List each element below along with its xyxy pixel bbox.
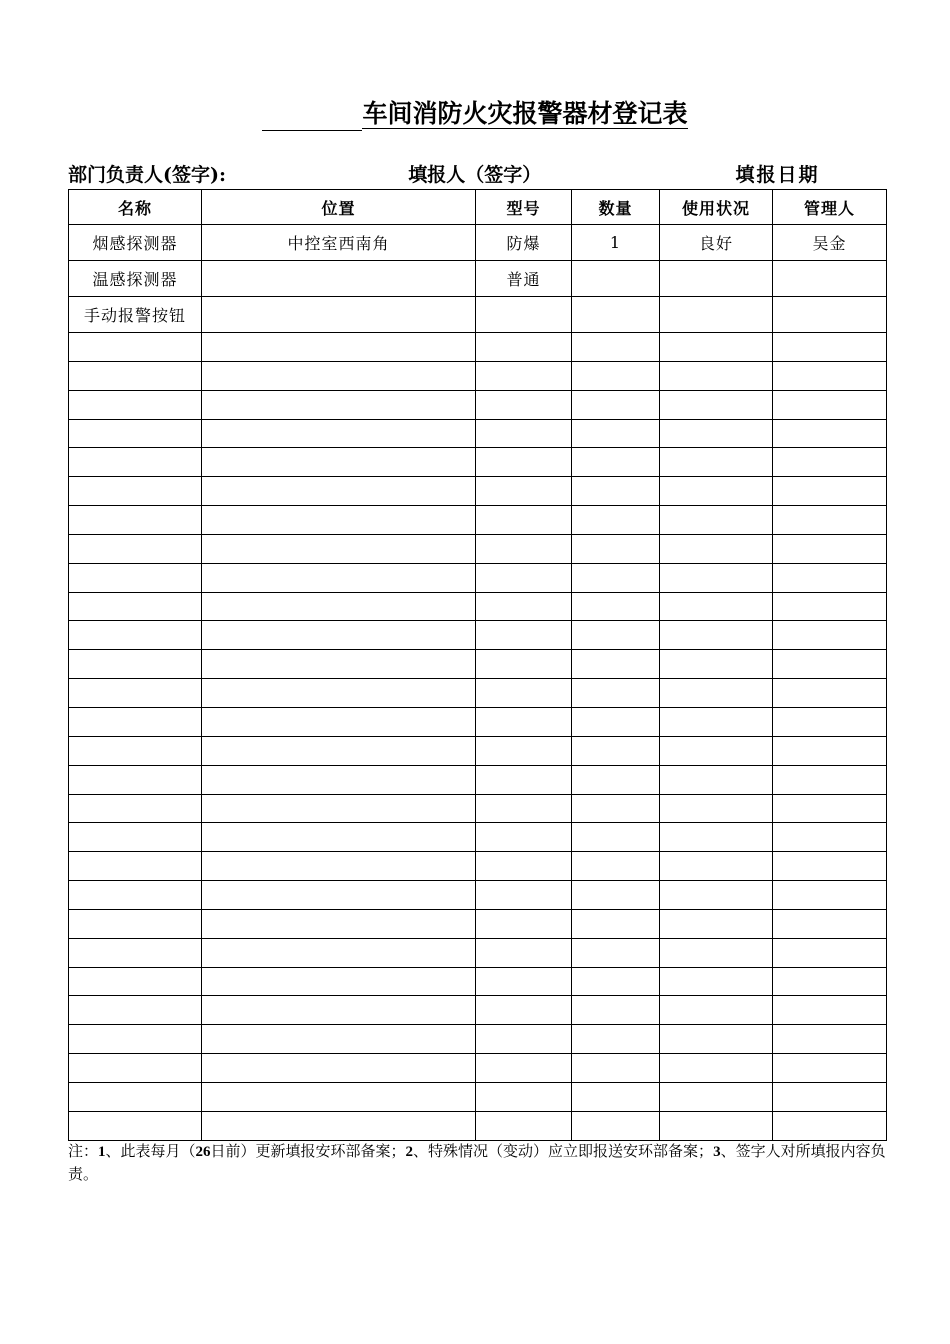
cell-model[interactable] bbox=[476, 1025, 572, 1054]
empty-table-row bbox=[69, 736, 887, 765]
dept-head-label: 部门负责人(签字): bbox=[68, 164, 226, 186]
cell-manager[interactable] bbox=[773, 909, 887, 938]
cell-manager[interactable] bbox=[773, 679, 887, 708]
cell-condition[interactable] bbox=[660, 1111, 773, 1140]
cell-name[interactable] bbox=[69, 1025, 202, 1054]
cell-location[interactable] bbox=[202, 1025, 476, 1054]
empty-table-row bbox=[69, 361, 887, 390]
cell-model[interactable] bbox=[476, 361, 572, 390]
cell-manager[interactable] bbox=[773, 297, 887, 333]
cell-condition[interactable] bbox=[660, 1054, 773, 1083]
cell-location[interactable]: 中控室西南角 bbox=[202, 225, 476, 261]
cell-model[interactable] bbox=[476, 679, 572, 708]
cell-model[interactable] bbox=[476, 297, 572, 333]
cell-manager[interactable] bbox=[773, 881, 887, 910]
cell-manager[interactable] bbox=[773, 794, 887, 823]
empty-table-row bbox=[69, 419, 887, 448]
cell-quantity[interactable] bbox=[572, 650, 660, 679]
cell-condition[interactable] bbox=[660, 707, 773, 736]
cell-quantity[interactable] bbox=[572, 794, 660, 823]
cell-name[interactable] bbox=[69, 1054, 202, 1083]
cell-location[interactable] bbox=[202, 823, 476, 852]
cell-condition[interactable] bbox=[660, 621, 773, 650]
cell-manager[interactable] bbox=[773, 448, 887, 477]
empty-table-row bbox=[69, 852, 887, 881]
cell-condition[interactable] bbox=[660, 390, 773, 419]
cell-model[interactable] bbox=[476, 333, 572, 362]
cell-manager[interactable] bbox=[773, 534, 887, 563]
dept-head-signature-blank[interactable] bbox=[237, 167, 392, 190]
cell-location[interactable] bbox=[202, 650, 476, 679]
cell-condition[interactable] bbox=[660, 650, 773, 679]
cell-quantity[interactable] bbox=[572, 477, 660, 506]
cell-condition[interactable] bbox=[660, 852, 773, 881]
cell-manager[interactable] bbox=[773, 650, 887, 679]
empty-table-row bbox=[69, 1054, 887, 1083]
cell-location[interactable] bbox=[202, 707, 476, 736]
cell-model[interactable] bbox=[476, 390, 572, 419]
empty-table-row bbox=[69, 765, 887, 794]
cell-model[interactable] bbox=[476, 448, 572, 477]
cell-model[interactable] bbox=[476, 794, 572, 823]
cell-quantity[interactable] bbox=[572, 419, 660, 448]
cell-name[interactable] bbox=[69, 361, 202, 390]
cell-quantity[interactable] bbox=[572, 1025, 660, 1054]
cell-location[interactable] bbox=[202, 852, 476, 881]
cell-name[interactable] bbox=[69, 534, 202, 563]
cell-quantity[interactable] bbox=[572, 909, 660, 938]
cell-location[interactable] bbox=[202, 333, 476, 362]
empty-table-row bbox=[69, 333, 887, 362]
cell-manager[interactable] bbox=[773, 765, 887, 794]
cell-condition[interactable] bbox=[660, 938, 773, 967]
cell-name[interactable] bbox=[69, 679, 202, 708]
cell-quantity[interactable] bbox=[572, 448, 660, 477]
cell-name[interactable] bbox=[69, 650, 202, 679]
cell-model[interactable] bbox=[476, 534, 572, 563]
header-name: 名称 bbox=[69, 190, 202, 225]
cell-model[interactable] bbox=[476, 419, 572, 448]
cell-name[interactable] bbox=[69, 390, 202, 419]
cell-manager[interactable] bbox=[773, 1111, 887, 1140]
signature-line bbox=[68, 160, 898, 190]
cell-model[interactable] bbox=[476, 1054, 572, 1083]
cell-quantity[interactable] bbox=[572, 736, 660, 765]
cell-model[interactable] bbox=[476, 852, 572, 881]
cell-quantity[interactable] bbox=[572, 592, 660, 621]
cell-location[interactable] bbox=[202, 563, 476, 592]
cell-manager[interactable] bbox=[773, 361, 887, 390]
cell-location[interactable] bbox=[202, 390, 476, 419]
note-prefix: 注： bbox=[68, 1144, 99, 1160]
cell-condition[interactable] bbox=[660, 794, 773, 823]
cell-name[interactable] bbox=[69, 506, 202, 535]
cell-quantity[interactable] bbox=[572, 506, 660, 535]
cell-condition[interactable] bbox=[660, 881, 773, 910]
cell-model[interactable]: 普通 bbox=[476, 261, 572, 297]
cell-quantity[interactable] bbox=[572, 534, 660, 563]
cell-name[interactable] bbox=[69, 852, 202, 881]
cell-condition[interactable] bbox=[660, 736, 773, 765]
cell-condition[interactable] bbox=[660, 448, 773, 477]
equipment-register-table bbox=[68, 189, 887, 1141]
cell-name[interactable]: 手动报警按钮 bbox=[69, 297, 202, 333]
cell-location[interactable] bbox=[202, 794, 476, 823]
cell-condition[interactable] bbox=[660, 823, 773, 852]
table-row bbox=[69, 297, 887, 333]
cell-manager[interactable] bbox=[773, 938, 887, 967]
cell-location[interactable] bbox=[202, 1111, 476, 1140]
cell-quantity[interactable] bbox=[572, 1054, 660, 1083]
cell-location[interactable] bbox=[202, 1054, 476, 1083]
cell-name[interactable] bbox=[69, 707, 202, 736]
cell-model[interactable] bbox=[476, 477, 572, 506]
cell-location[interactable] bbox=[202, 909, 476, 938]
empty-table-row bbox=[69, 621, 887, 650]
cell-manager[interactable] bbox=[773, 1082, 887, 1111]
cell-model[interactable] bbox=[476, 506, 572, 535]
cell-condition[interactable] bbox=[660, 1025, 773, 1054]
cell-name[interactable] bbox=[69, 333, 202, 362]
cell-condition[interactable] bbox=[660, 996, 773, 1025]
cell-quantity[interactable] bbox=[572, 852, 660, 881]
cell-quantity[interactable] bbox=[572, 621, 660, 650]
header-location: 位置 bbox=[202, 190, 476, 225]
empty-table-row bbox=[69, 592, 887, 621]
cell-manager[interactable] bbox=[773, 996, 887, 1025]
cell-name[interactable] bbox=[69, 794, 202, 823]
cell-location[interactable] bbox=[202, 506, 476, 535]
cell-quantity[interactable] bbox=[572, 361, 660, 390]
date-label: 填报日期 bbox=[735, 164, 820, 186]
cell-quantity[interactable] bbox=[572, 297, 660, 333]
cell-name[interactable] bbox=[69, 736, 202, 765]
cell-quantity[interactable] bbox=[572, 390, 660, 419]
note-num-26: 26 bbox=[195, 1144, 211, 1160]
cell-condition[interactable] bbox=[660, 909, 773, 938]
note-text-1: 、此表每月（ bbox=[105, 1144, 196, 1160]
cell-condition[interactable] bbox=[660, 361, 773, 390]
table-header-row bbox=[69, 190, 887, 225]
reporter-signature-blank[interactable] bbox=[552, 167, 707, 190]
cell-condition[interactable] bbox=[660, 765, 773, 794]
note-text-3: 、特殊情况（变动）应立即报送安环部备案； bbox=[413, 1144, 714, 1160]
cell-manager[interactable] bbox=[773, 419, 887, 448]
cell-condition[interactable] bbox=[660, 297, 773, 333]
empty-table-row bbox=[69, 679, 887, 708]
cell-name[interactable] bbox=[69, 1111, 202, 1140]
header-model: 型号 bbox=[476, 190, 572, 225]
title-text: 车间消防火灾报警器材登记表 bbox=[362, 99, 688, 128]
cell-model[interactable] bbox=[476, 881, 572, 910]
cell-location[interactable] bbox=[202, 419, 476, 448]
cell-model[interactable] bbox=[476, 650, 572, 679]
cell-condition[interactable] bbox=[660, 534, 773, 563]
cell-location[interactable] bbox=[202, 736, 476, 765]
cell-location[interactable] bbox=[202, 621, 476, 650]
cell-condition[interactable] bbox=[660, 679, 773, 708]
cell-manager[interactable] bbox=[773, 592, 887, 621]
header-condition: 使用状况 bbox=[660, 190, 773, 225]
cell-manager[interactable] bbox=[773, 736, 887, 765]
note-text-2: 日前）更新填报安环部备案； bbox=[210, 1144, 406, 1160]
empty-table-row bbox=[69, 938, 887, 967]
cell-manager[interactable] bbox=[773, 1054, 887, 1083]
cell-name[interactable] bbox=[69, 621, 202, 650]
cell-model[interactable] bbox=[476, 707, 572, 736]
cell-location[interactable] bbox=[202, 592, 476, 621]
cell-name[interactable]: 烟感探测器 bbox=[69, 225, 202, 261]
cell-condition[interactable] bbox=[660, 261, 773, 297]
cell-name[interactable] bbox=[69, 419, 202, 448]
cell-model[interactable] bbox=[476, 736, 572, 765]
table-row bbox=[69, 225, 887, 261]
cell-quantity[interactable] bbox=[572, 1082, 660, 1111]
header-quantity: 数量 bbox=[572, 190, 660, 225]
empty-table-row bbox=[69, 794, 887, 823]
cell-manager[interactable] bbox=[773, 823, 887, 852]
cell-model[interactable]: 防爆 bbox=[476, 225, 572, 261]
empty-table-row bbox=[69, 1111, 887, 1140]
cell-model[interactable] bbox=[476, 938, 572, 967]
cell-quantity[interactable] bbox=[572, 823, 660, 852]
cell-name[interactable] bbox=[69, 967, 202, 996]
cell-name[interactable] bbox=[69, 823, 202, 852]
cell-model[interactable] bbox=[476, 823, 572, 852]
cell-condition[interactable] bbox=[660, 967, 773, 996]
cell-name[interactable] bbox=[69, 448, 202, 477]
cell-condition[interactable]: 良好 bbox=[660, 225, 773, 261]
cell-location[interactable] bbox=[202, 765, 476, 794]
cell-condition[interactable] bbox=[660, 563, 773, 592]
cell-name[interactable] bbox=[69, 881, 202, 910]
empty-table-row bbox=[69, 967, 887, 996]
cell-name[interactable] bbox=[69, 563, 202, 592]
empty-table-row bbox=[69, 1082, 887, 1111]
cell-quantity[interactable] bbox=[572, 881, 660, 910]
cell-quantity[interactable] bbox=[572, 707, 660, 736]
empty-table-row bbox=[69, 996, 887, 1025]
note-num-2: 2 bbox=[405, 1144, 414, 1160]
cell-model[interactable] bbox=[476, 909, 572, 938]
cell-location[interactable] bbox=[202, 881, 476, 910]
cell-location[interactable] bbox=[202, 534, 476, 563]
cell-manager[interactable]: 吴金 bbox=[773, 225, 887, 261]
cell-location[interactable] bbox=[202, 261, 476, 297]
empty-table-row bbox=[69, 823, 887, 852]
cell-condition[interactable] bbox=[660, 419, 773, 448]
cell-condition[interactable] bbox=[660, 477, 773, 506]
document-title bbox=[0, 97, 950, 131]
empty-table-row bbox=[69, 448, 887, 477]
note-num-3: 3 bbox=[713, 1144, 721, 1160]
cell-manager[interactable] bbox=[773, 506, 887, 535]
cell-condition[interactable] bbox=[660, 592, 773, 621]
empty-table-row bbox=[69, 881, 887, 910]
empty-table-row bbox=[69, 390, 887, 419]
reporter-label: 填报人（签字） bbox=[408, 164, 542, 186]
cell-manager[interactable] bbox=[773, 1025, 887, 1054]
footnote bbox=[68, 1141, 886, 1187]
cell-manager[interactable] bbox=[773, 563, 887, 592]
cell-location[interactable] bbox=[202, 996, 476, 1025]
cell-quantity[interactable]: 1 bbox=[572, 225, 660, 261]
cell-location[interactable] bbox=[202, 448, 476, 477]
cell-location[interactable] bbox=[202, 297, 476, 333]
cell-manager[interactable] bbox=[773, 477, 887, 506]
cell-model[interactable] bbox=[476, 621, 572, 650]
cell-name[interactable] bbox=[69, 938, 202, 967]
cell-model[interactable] bbox=[476, 996, 572, 1025]
cell-quantity[interactable] bbox=[572, 765, 660, 794]
cell-name[interactable]: 温感探测器 bbox=[69, 261, 202, 297]
empty-table-row bbox=[69, 477, 887, 506]
cell-location[interactable] bbox=[202, 1082, 476, 1111]
cell-quantity[interactable] bbox=[572, 938, 660, 967]
title-blank-line bbox=[262, 102, 362, 131]
cell-model[interactable] bbox=[476, 967, 572, 996]
empty-table-row bbox=[69, 650, 887, 679]
cell-location[interactable] bbox=[202, 679, 476, 708]
cell-quantity[interactable] bbox=[572, 996, 660, 1025]
cell-condition[interactable] bbox=[660, 506, 773, 535]
empty-table-row bbox=[69, 563, 887, 592]
cell-model[interactable] bbox=[476, 592, 572, 621]
cell-name[interactable] bbox=[69, 765, 202, 794]
cell-model[interactable] bbox=[476, 563, 572, 592]
cell-quantity[interactable] bbox=[572, 967, 660, 996]
cell-quantity[interactable] bbox=[572, 1111, 660, 1140]
cell-manager[interactable] bbox=[773, 333, 887, 362]
cell-model[interactable] bbox=[476, 765, 572, 794]
cell-quantity[interactable] bbox=[572, 261, 660, 297]
cell-quantity[interactable] bbox=[572, 679, 660, 708]
cell-model[interactable] bbox=[476, 1082, 572, 1111]
empty-table-row bbox=[69, 909, 887, 938]
cell-location[interactable] bbox=[202, 361, 476, 390]
cell-condition[interactable] bbox=[660, 333, 773, 362]
table-row bbox=[69, 261, 887, 297]
cell-location[interactable] bbox=[202, 938, 476, 967]
empty-table-row bbox=[69, 506, 887, 535]
empty-table-row bbox=[69, 534, 887, 563]
cell-name[interactable] bbox=[69, 592, 202, 621]
cell-location[interactable] bbox=[202, 477, 476, 506]
cell-condition[interactable] bbox=[660, 1082, 773, 1111]
cell-name[interactable] bbox=[69, 477, 202, 506]
empty-table-row bbox=[69, 1025, 887, 1054]
cell-manager[interactable] bbox=[773, 621, 887, 650]
cell-model[interactable] bbox=[476, 1111, 572, 1140]
cell-manager[interactable] bbox=[773, 390, 887, 419]
cell-quantity[interactable] bbox=[572, 333, 660, 362]
header-manager: 管理人 bbox=[773, 190, 887, 225]
cell-manager[interactable] bbox=[773, 261, 887, 297]
note-text-4: 、签字人对所填报内容负责。 bbox=[68, 1144, 886, 1183]
cell-name[interactable] bbox=[69, 1082, 202, 1111]
cell-name[interactable] bbox=[69, 996, 202, 1025]
cell-manager[interactable] bbox=[773, 852, 887, 881]
note-num-1: 1 bbox=[98, 1144, 106, 1160]
cell-manager[interactable] bbox=[773, 967, 887, 996]
cell-manager[interactable] bbox=[773, 707, 887, 736]
cell-name[interactable] bbox=[69, 909, 202, 938]
cell-location[interactable] bbox=[202, 967, 476, 996]
cell-quantity[interactable] bbox=[572, 563, 660, 592]
empty-table-row bbox=[69, 707, 887, 736]
